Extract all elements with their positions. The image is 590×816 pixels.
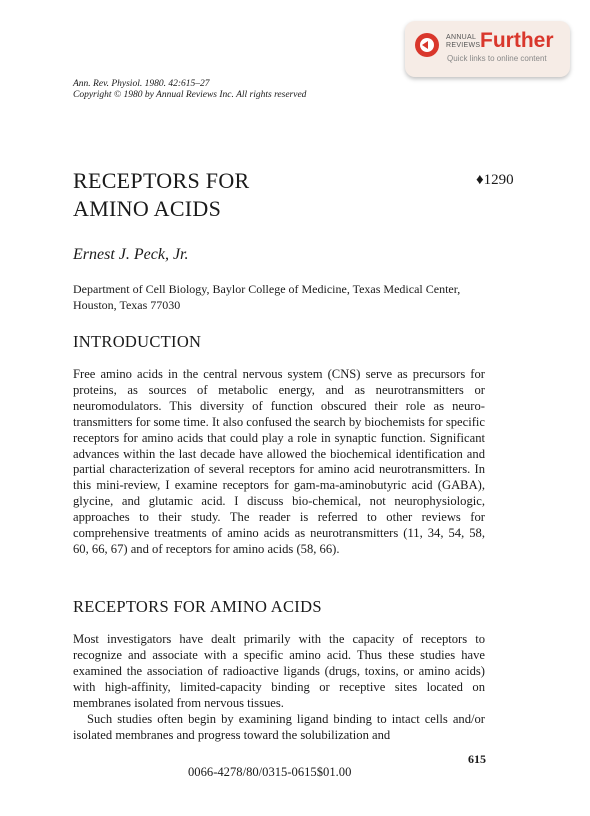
page-number: 615 [468, 752, 486, 766]
badge-subtitle: Quick links to online content [447, 54, 547, 63]
author-affiliation: Department of Cell Biology, Baylor College of Medicine, Texas Medical Center, Houston, Texas 77030 [73, 282, 461, 312]
receptors-paragraph: Such studies often begin by examining ligand binding to intact cells and/or isolated membranes and progress toward the solubilization and [73, 712, 485, 742]
article-code: ♦1290 [476, 172, 514, 188]
badge-brand: Further [480, 29, 554, 52]
journal-citation [73, 79, 306, 101]
introduction-heading: INTRODUCTION [73, 332, 202, 351]
title-line: AMINO ACIDS [73, 196, 222, 221]
title-line: RECEPTORS FOR [73, 168, 250, 193]
badge-publisher-label: ANNUAL REVIEWS [446, 34, 481, 49]
author-name: Ernest J. Peck, Jr. [73, 246, 189, 263]
introduction-paragraph: Free amino acids in the central nervous system (CNS) serve as precursors for proteins, as sources of metabolic energy, and as neurotransmitters or neuromodulators. This diversity of function obscured their role as neuro-transmitters for some time. It also confused the search by biochemists for specific receptors for amino acids that could play a role in synaptic function. Significant advances within the last decade have allowed the biochemical identification and partial characterization of several receptors for amino acid neurotransmitters. In this mini-review, I examine receptors for gam-ma-aminobutyric acid (GABA), glycine, and glutamic acid. I discuss bio-chemical, not neurophysiologic, approaches to their study. The reader is referred to other reviews for comprehensive treatments of amino acids as neurotransmitters (11, 34, 54, 58, 60, 66, 67) and of receptors for amino acids (58, 66). [73, 367, 485, 556]
receptors-heading: RECEPTORS FOR AMINO ACIDS [73, 597, 322, 616]
copyright-line: Copyright © 1980 by Annual Reviews Inc. All rights reserved [73, 90, 307, 100]
citation-line: Ann. Rev. Physiol. 1980. 42:615–27 [73, 79, 210, 89]
article-title [73, 167, 250, 223]
annual-reviews-further-badge[interactable] [405, 21, 570, 77]
footer-code: 0066-4278/80/0315-0615$01.00 [188, 765, 352, 779]
receptors-paragraph: Most investigators have dealt primarily with the capacity of receptors to recognize and associate with a specific amino acid. Thus these studies have examined the association of radioactive ligands (drugs, toxins, or amino acids) with high-affinity, limited-capacity binding or receptive sites located on membranes isolated from nervous tissues. [73, 632, 485, 710]
annual-reviews-logo-icon [415, 33, 439, 57]
